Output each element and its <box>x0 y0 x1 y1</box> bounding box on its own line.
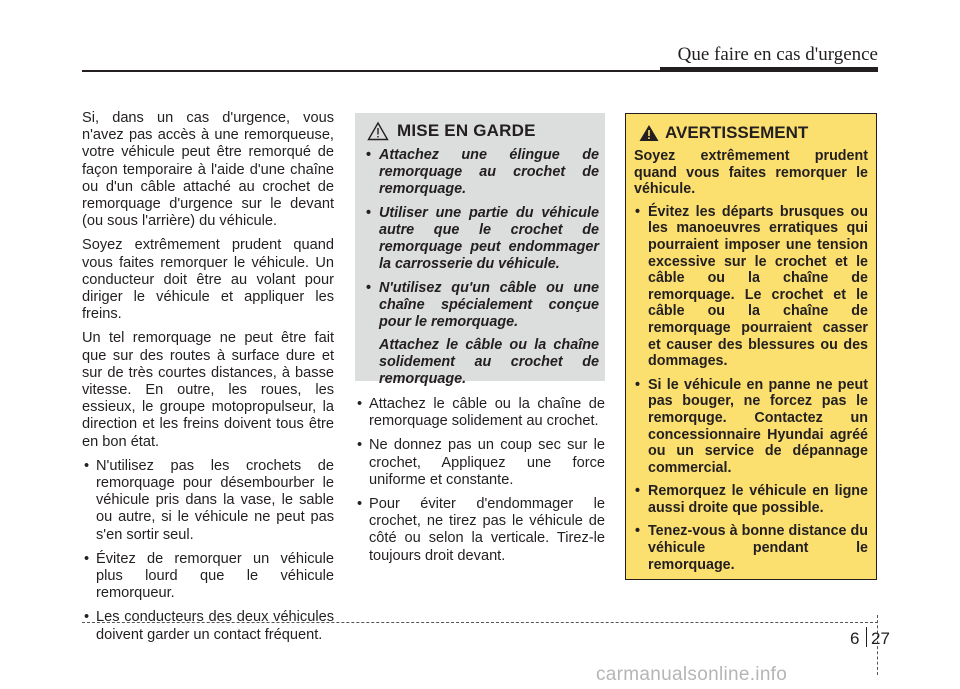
header-rule-accent <box>660 67 878 72</box>
list-item: • Les conducteurs des deux véhicules doivent garder un contact fréquent. <box>82 609 334 643</box>
middle-bullet-list <box>355 396 605 565</box>
footer-rule <box>82 622 878 623</box>
warning-triangle-filled-icon <box>639 124 659 142</box>
paragraph: Soyez extrêmement prudent quand vous faites remorquer le véhicule. Un conducteur doit être au volant pour diriger le véhicule et appliquer les freins. <box>82 237 334 323</box>
list-item: • Évitez de remorquer un véhicule plus lourd que le véhicule remorqueur. <box>82 551 334 603</box>
warning-item: • Si le véhicule en panne ne peut pas bouger, ne forcez pas le remorquge. Contactez un concessionnaire Hyundai agréé ou un service de dépannage commercial. <box>634 377 868 477</box>
caution-title: MISE EN GARDE <box>397 121 536 140</box>
caution-header <box>367 121 536 141</box>
section-title: Que faire en cas d'urgence <box>677 44 878 65</box>
caution-item-text: N'utilisez qu'un câble ou une chaîne spécialement conçue pour le remorquage. <box>379 280 599 330</box>
warning-body <box>634 148 868 580</box>
warning-item: • Remorquez le véhicule en ligne aussi droite que possible. <box>634 483 868 516</box>
warning-item: • Évitez les départs brusques ou les manoeuvres erratiques qui pourraient imposer une tension excessive sur le crochet et le câble ou la chaîne de remorquage. Le crochet et le câble ou la chaîne de remorquage pourraient casser et causer des blessures ou des dommages. <box>634 204 868 370</box>
paragraph: Si, dans un cas d'urgence, vous n'avez pas accès à une remorqueuse, votre véhicule peut être remorqué de façon temporaire à l'aide d'une chaîne ou d'un câble attaché au crochet de remorquage d'urgence sur le devant (ou sous l'arrière) du véhicule. <box>82 110 334 230</box>
caution-item-extra: Attachez le câble ou la chaîne solidement au crochet de remorquage. <box>379 337 599 387</box>
caution-triangle-outline-icon <box>367 121 389 141</box>
page-number: 27 <box>871 629 890 648</box>
list-item: • N'utilisez pas les crochets de remorquage pour désembourber le véhicule pris dans la vase, le sable ou autre, si le véhicule ne peut pas s'en sortir seul. <box>82 458 334 544</box>
caution-item: • Attachez une élingue de remorquage au crochet de remorquage. <box>365 147 599 198</box>
chapter-number: 6 <box>850 629 860 648</box>
caution-body <box>365 147 599 395</box>
caution-box <box>355 113 605 387</box>
caution-item <box>365 280 599 388</box>
caution-item: • Utiliser une partie du véhicule autre que le crochet de remorquage peut endommager la carrosserie du véhicule. <box>365 205 599 273</box>
left-column <box>82 110 334 651</box>
paragraph: Un tel remorquage ne peut être fait que sur des routes à surface dure et sur de très courtes distances, à basse vitesse. En outre, les roues, les essieux, le groupe motopropulseur, la direction et les freins doivent tous être en bon état. <box>82 330 334 450</box>
warning-header <box>639 123 808 143</box>
left-bullet-list <box>82 458 334 644</box>
list-item: • Attachez le câble ou la chaîne de remorquage solidement au crochet. <box>355 396 605 430</box>
warning-item: • Tenez-vous à bonne distance du véhicule pendant le remorquage. <box>634 523 868 573</box>
warning-title: AVERTISSEMENT <box>665 123 809 142</box>
list-item: • Ne donnez pas un coup sec sur le crochet, Appliquez une force uniforme et constante. <box>355 437 605 489</box>
middle-column <box>355 396 605 572</box>
watermark: carmanualsonline.info <box>596 664 788 685</box>
warning-box <box>625 113 877 580</box>
page-number-divider <box>866 627 867 647</box>
list-item: • Pour éviter d'endommager le crochet, ne tirez pas le véhicule de côté ou selon la verticale. Tirez-le toujours droit devant. <box>355 496 605 565</box>
warning-intro: Soyez extrêmement prudent quand vous faites remorquer le véhicule. <box>634 148 868 198</box>
